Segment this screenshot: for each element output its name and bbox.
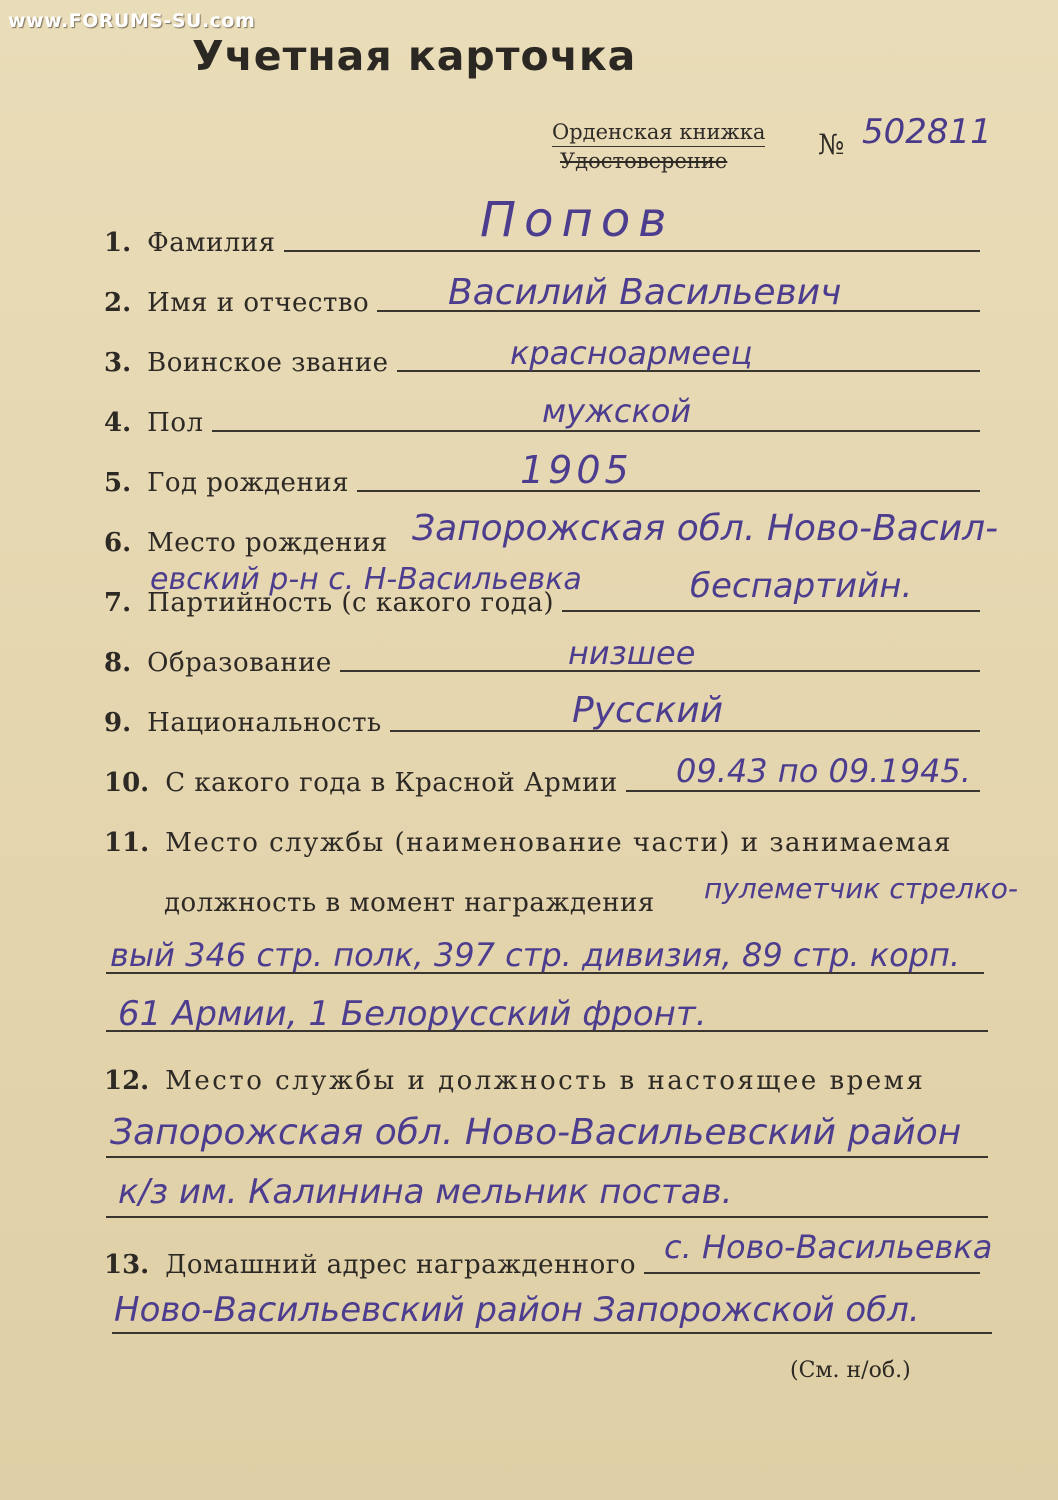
handwritten-sex: мужской	[542, 392, 692, 430]
field-number: 7.	[104, 588, 132, 618]
field-label: Место службы и должность в настоящее время	[165, 1066, 926, 1096]
field-current-service	[104, 1066, 980, 1096]
handwritten-address-1: с. Ново-Васильевка	[664, 1228, 993, 1266]
field-line	[284, 250, 980, 252]
handwritten-service-2: вый 346 стр. полк, 397 стр. дивизия, 89 стр. корп.	[110, 936, 961, 974]
handwritten-surname: Попов	[480, 192, 675, 248]
handwritten-birth-year: 1905	[520, 448, 633, 492]
field-label: Фамилия	[147, 228, 276, 258]
handwritten-current-1: Запорожская обл. Ново-Васильевский район	[110, 1112, 962, 1153]
field-line	[106, 1216, 988, 1218]
field-number: 13.	[104, 1250, 150, 1280]
field-label: С какого года в Красной Армии	[165, 768, 618, 798]
field-number: 10.	[104, 768, 150, 798]
watermark: www.FORUMS-SU.com	[8, 10, 256, 32]
struck-certificate-text: Удостоверение	[560, 149, 728, 173]
handwritten-birthplace: Запорожская обл. Ново-Васил-	[412, 508, 999, 549]
handwritten-current-2: к/з им. Калинина мельник постав.	[118, 1172, 733, 1212]
field-line	[212, 430, 981, 432]
handwritten-army-years: 09.43 по 09.1945.	[676, 752, 971, 790]
handwritten-birthplace-cont: евский р-н с. Н-Васильевка	[150, 562, 582, 597]
field-line	[106, 972, 984, 974]
field-line	[644, 1272, 980, 1274]
see-reverse-note: (См. н/об.)	[790, 1358, 911, 1383]
handwritten-education: низшее	[568, 634, 696, 672]
field-label: Место рождения	[147, 528, 388, 558]
field-label: Место службы (наименование части) и занимаемая	[165, 828, 952, 858]
field-label: Имя и отчество	[147, 288, 370, 318]
field-number: 4.	[104, 408, 132, 438]
order-book-label	[552, 120, 765, 173]
field-label: Пол	[147, 408, 204, 438]
field-number: 8.	[104, 648, 132, 678]
field-number: 5.	[104, 468, 132, 498]
field-label: Воинское звание	[147, 348, 389, 378]
field-nationality	[104, 708, 980, 738]
field-line	[562, 610, 980, 612]
order-book-number: 502811	[862, 112, 992, 152]
field-line	[626, 790, 980, 792]
field-number: 6.	[104, 528, 132, 558]
field-label: Год рождения	[147, 468, 349, 498]
field-number: 3.	[104, 348, 132, 378]
field-label: Образование	[147, 648, 332, 678]
number-sign: №	[818, 128, 845, 161]
field-number: 1.	[104, 228, 132, 258]
field-service-place-award	[104, 828, 980, 858]
field-number: 9.	[104, 708, 132, 738]
field-label: Партийность (с какого года)	[147, 588, 554, 618]
field-line	[357, 490, 980, 492]
field-education	[104, 648, 980, 678]
page-title: Учетная карточка	[192, 32, 637, 80]
field-label: Домашний адрес награжденного	[165, 1250, 637, 1280]
field-line	[106, 1156, 988, 1158]
field-line	[112, 1332, 992, 1334]
field-label: должность в момент награждения	[164, 888, 655, 918]
handwritten-name: Василий Васильевич	[448, 272, 842, 313]
handwritten-rank: красноармеец	[510, 334, 753, 372]
handwritten-party: беспартийн.	[690, 566, 913, 606]
order-book-text: Орденская книжка	[552, 120, 765, 147]
field-number: 11.	[104, 828, 150, 858]
field-number: 2.	[104, 288, 132, 318]
handwritten-address-2: Ново-Васильевский район Запорожской обл.	[114, 1290, 920, 1330]
field-line	[106, 1030, 988, 1032]
field-label: Национальность	[147, 708, 382, 738]
handwritten-service-3: 61 Армии, 1 Белорусский фронт.	[118, 994, 707, 1034]
handwritten-nationality: Русский	[572, 690, 724, 731]
handwritten-service-1: пулеметчик стрелко-	[704, 872, 1018, 905]
field-number: 12.	[104, 1066, 150, 1096]
